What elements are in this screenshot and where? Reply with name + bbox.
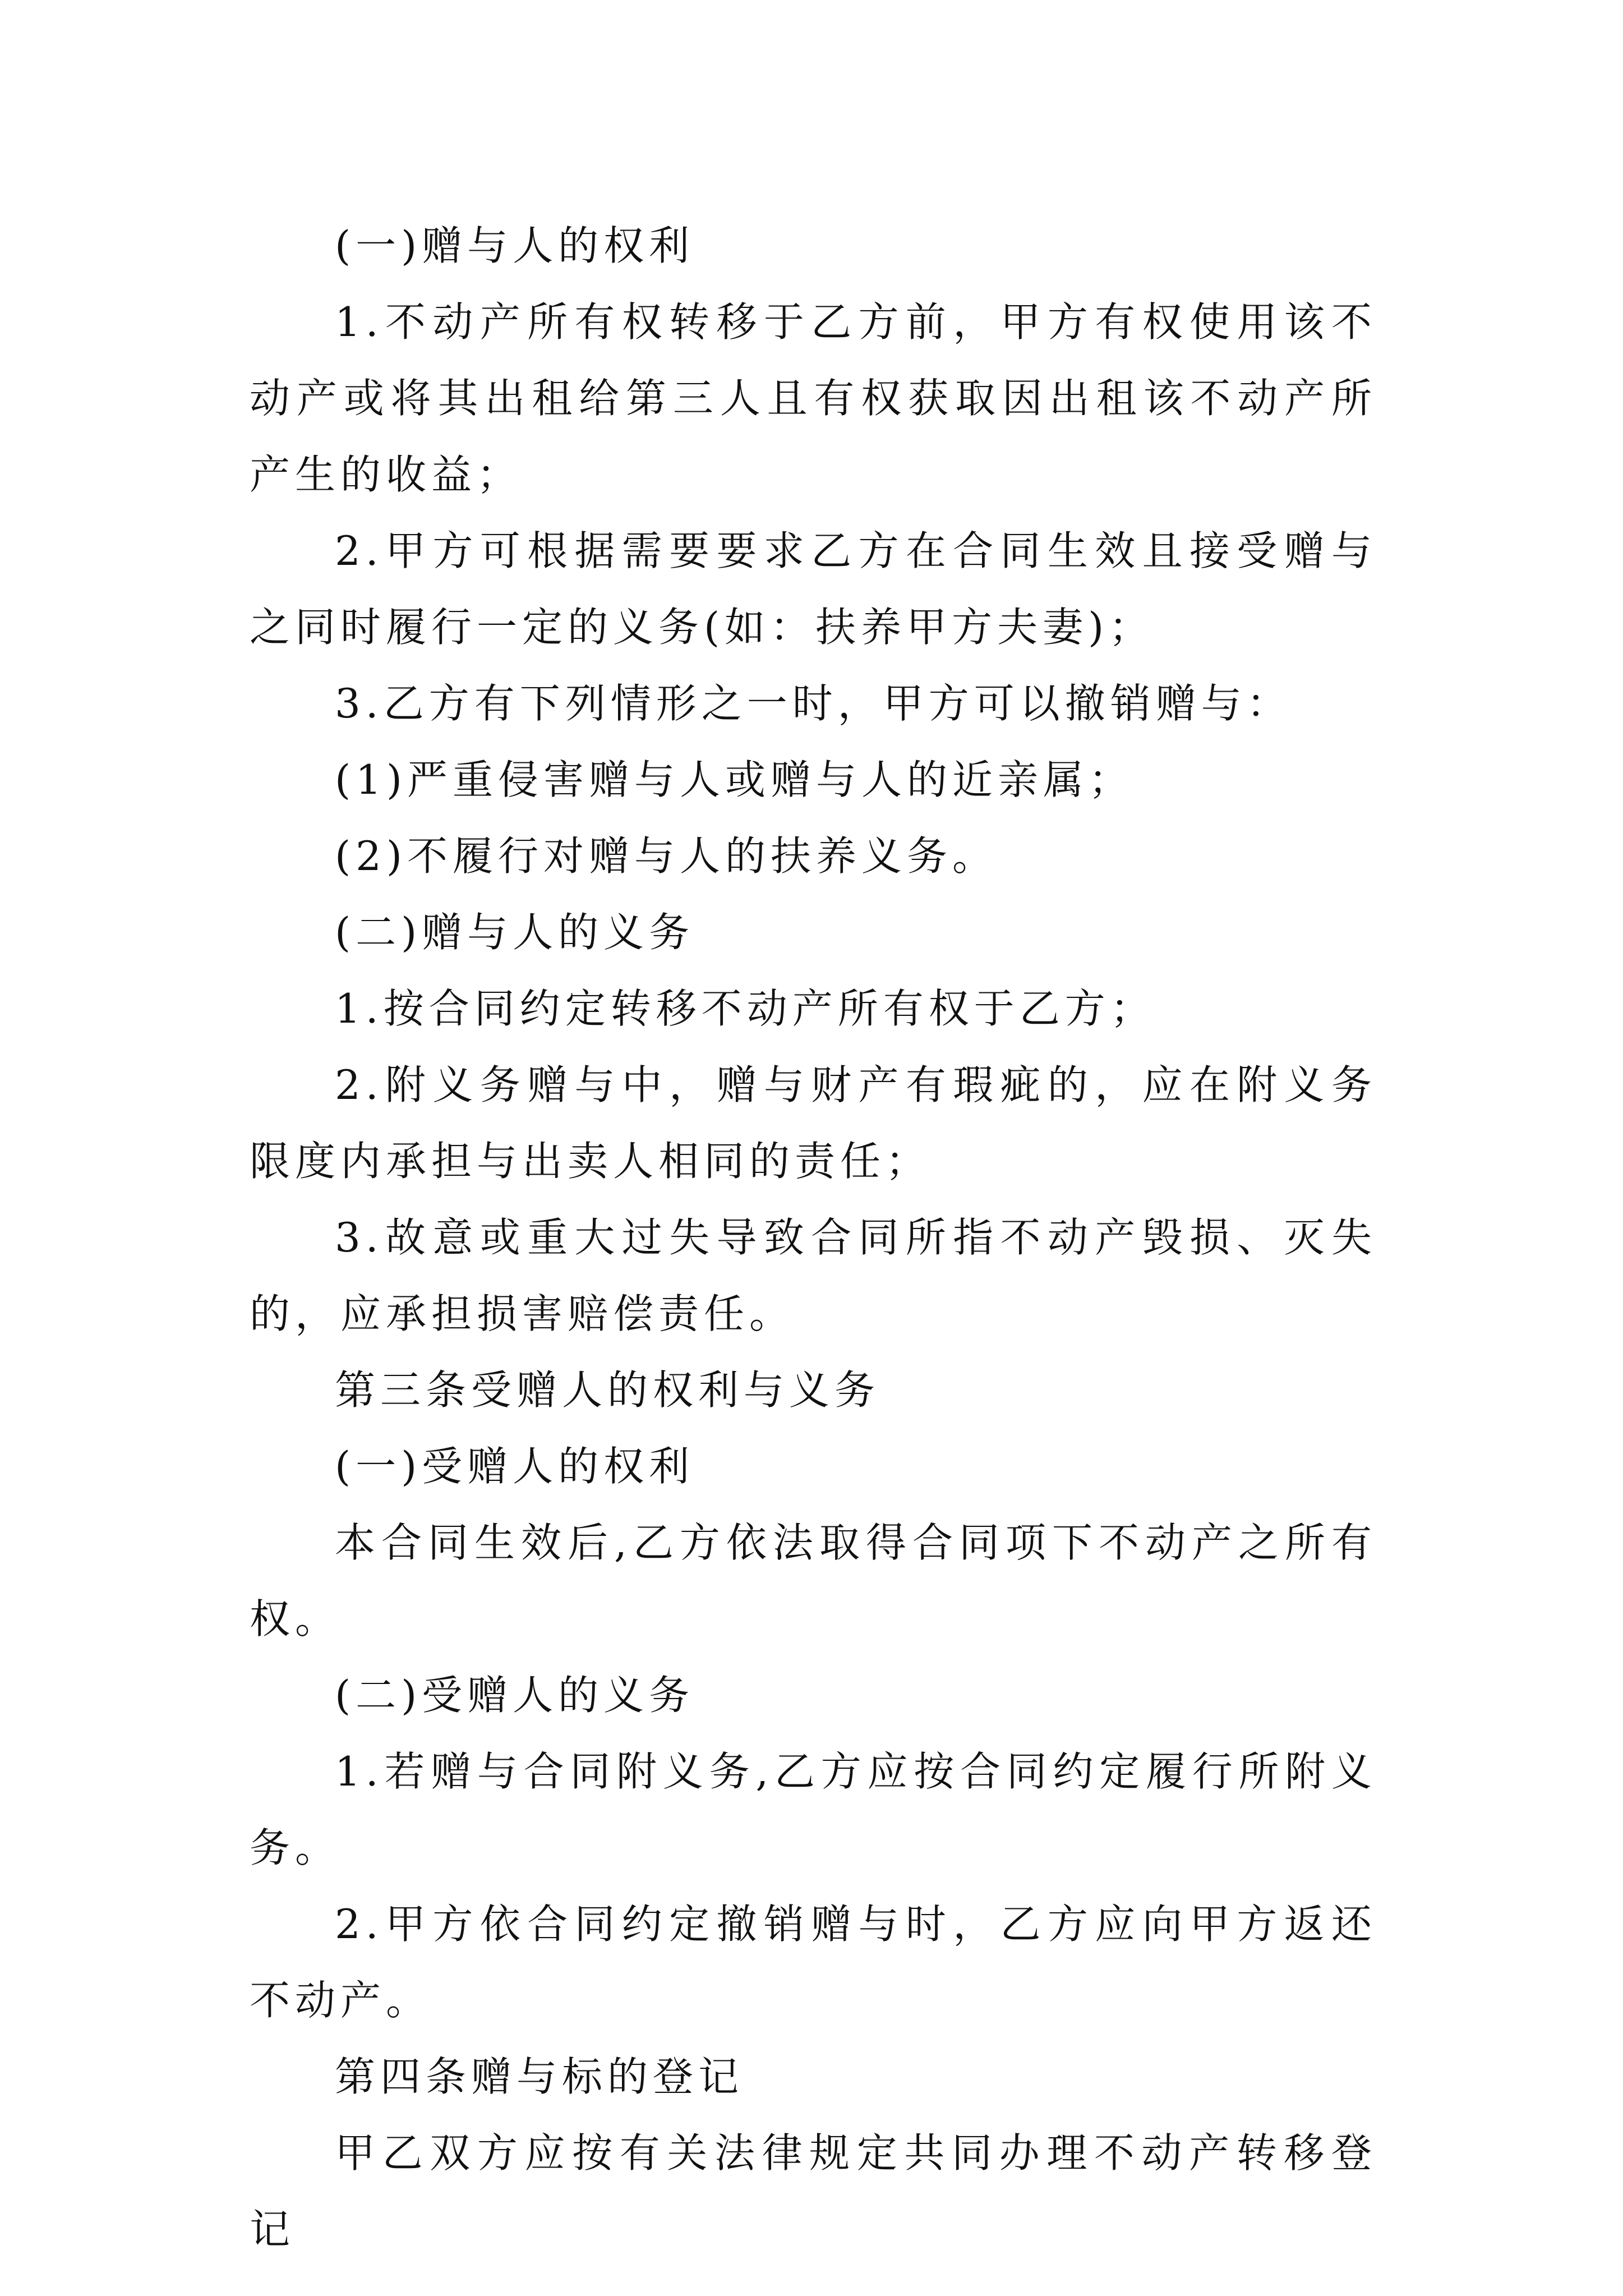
paragraph-donor-right-1: 1.不动产所有权转移于乙方前，甲方有权使用该不动产或将其出租给第三人且有权获取因出租该不动产所产生的收益； [250,298,1377,498]
paragraph-donor-rights-heading: (一)赠与人的权利 [335,222,695,269]
paragraph-article-3-heading: 第三条受赠人的权利与义务 [335,1366,880,1414]
paragraph-registration: 甲乙双方应按有关法律规定共同办理不动产转移登记 [250,2129,1377,2253]
paragraph-donor-obligation-3: 3.故意或重大过失导致合同所指不动产毁损、灭失的，应承担损害赔偿责任。 [250,1214,1377,1337]
paragraph-donee-obligations-heading: (二)受赠人的义务 [335,1672,695,1719]
paragraph-donee-obligation-1: 1.若赠与合同附义务,乙方应按合同约定履行所附义务。 [250,1748,1377,1871]
paragraph-article-4-heading: 第四条赠与标的登记 [335,2053,744,2100]
paragraph-donor-right-3: 3.乙方有下列情形之一时，甲方可以撤销赠与： [335,680,1292,727]
paragraph-donor-obligations-heading: (二)赠与人的义务 [335,909,695,956]
paragraph-donee-right: 本合同生效后,乙方依法取得合同项下不动产之所有权。 [250,1519,1377,1642]
paragraph-donor-obligation-2: 2.附义务赠与中，赠与财产有瑕疵的，应在附义务限度内承担与出卖人相同的责任； [250,1061,1377,1185]
paragraph-donor-obligation-1: 1.按合同约定转移不动产所有权于乙方； [335,985,1156,1032]
document-body [250,208,1377,2267]
paragraph-donee-rights-heading: (一)受赠人的权利 [335,1443,695,1490]
paragraph-donor-right-2: 2.甲方可根据需要要求乙方在合同生效且接受赠与之同时履行一定的义务(如：扶养甲方夫妻)； [250,527,1377,651]
paragraph-revoke-case-2: (2)不履行对赠与人的扶养义务。 [335,832,998,880]
paragraph-donee-obligation-2: 2.甲方依合同约定撤销赠与时，乙方应向甲方返还不动产。 [250,1901,1377,2024]
paragraph-revoke-case-1: (1)严重侵害赠与人或赠与人的近亲属； [335,756,1134,803]
